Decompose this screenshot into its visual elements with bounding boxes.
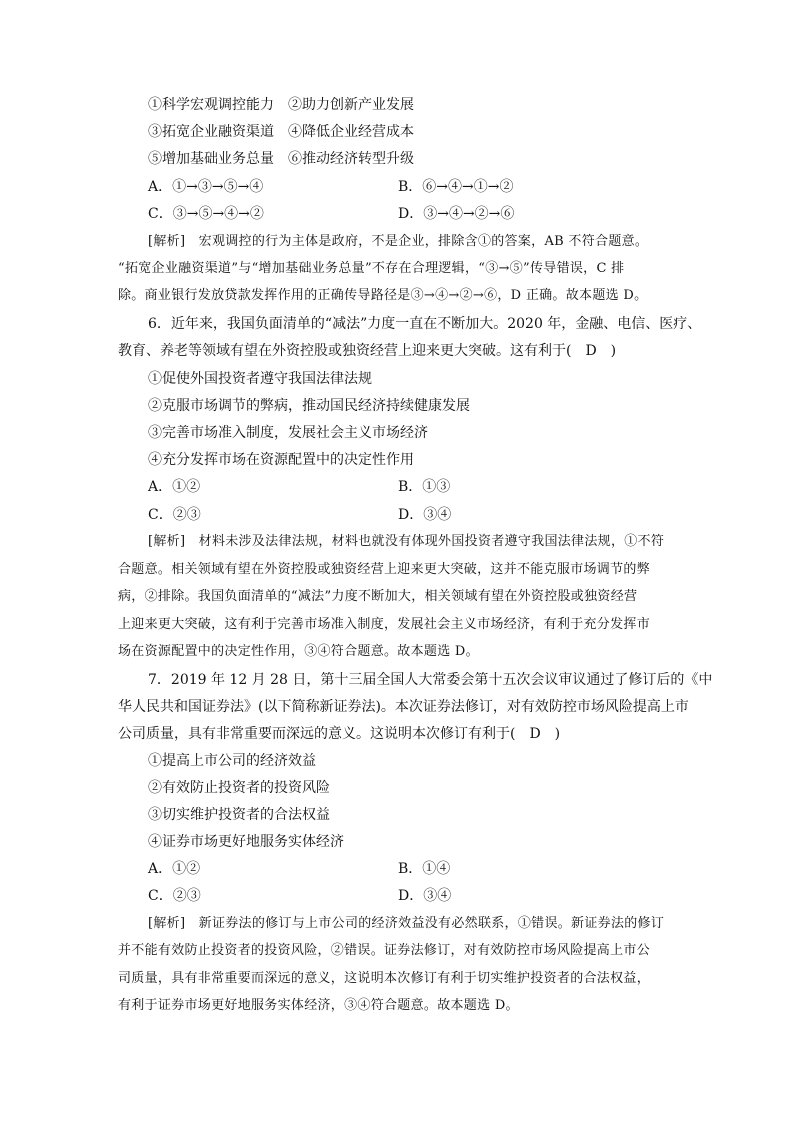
- q5-option-b: B．⑥→④→①→②: [398, 179, 514, 195]
- q7-item-3: ③切实维护投资者的合法权益: [148, 807, 330, 823]
- q6-option-c: C．②③: [148, 507, 201, 523]
- q5-item-3: ⑤增加基础业务总量 ⑥推动经济转型升级: [148, 151, 414, 167]
- q5-explanation-line-1: [解析] 宏观调控的行为主体是政府，不是企业，排除含①的答案，AB 不符合题意。: [148, 234, 649, 249]
- q7-explanation-line-2: 并不能有效防止投资者的投资风险，②错误。证券法修订，对有效防控市场风险提高上市公: [118, 943, 651, 958]
- q6-option-a: A．①②: [148, 479, 201, 495]
- q5-option-c: C．③→⑤→④→②: [148, 206, 264, 222]
- q7-stem-line-2: 华人民共和国证券法》(以下简称新证券法)。本次证券法修订，对有效防控市场风险提高上市: [118, 699, 689, 715]
- q6-explanation-line-2: 合题意。相关领域有望在外资控股或独资经营上迎来更大突破，这并不能克服市场调节的弊: [118, 562, 651, 577]
- q7-explanation-line-4: 有利于证券市场更好地服务实体经济，③④符合题意。故本题选 D。: [118, 998, 519, 1013]
- q6-item-4: ④充分发挥市场在资源配置中的决定性作用: [148, 452, 414, 468]
- q7-option-d: D．③④: [398, 888, 452, 904]
- q7-option-b: B．①④: [398, 861, 451, 877]
- q7-explanation-line-1: [解析] 新证券法的修订与上市公司的经济效益没有必然联系，①错误。新证券法的修订: [148, 916, 665, 931]
- q6-option-b: B．①③: [398, 479, 451, 495]
- q6-explanation-line-1: [解析] 材料未涉及法律法规，材料也就没有体现外国投资者遵守我国法律法规，①不符: [148, 534, 665, 549]
- q5-explanation-line-2: “拓宽企业融资渠道”与“增加基础业务总量”不存在合理逻辑，“③→⑤”传导错误，C 排: [118, 261, 625, 276]
- q7-option-a: A．①②: [148, 861, 201, 877]
- q7-explanation-line-3: 司质量，具有非常重要而深远的意义，这说明本次修订有利于切实维护投资者的合法权益，: [118, 971, 651, 986]
- q6-explanation-line-4: 上迎来更大突破，这有利于完善市场准入制度，发展社会主义市场经济，有利于充分发挥市: [118, 617, 651, 632]
- q6-explanation-line-5: 场在资源配置中的决定性作用，③④符合题意。故本题选 D。: [118, 644, 479, 659]
- q6-stem-line-2: 教育、养老等领域有望在外资控股或独资经营上迎来更大突破。这有利于( D ): [118, 343, 617, 359]
- q6-item-3: ③完善市场准入制度，发展社会主义市场经济: [148, 425, 428, 441]
- q6-explanation-line-3: 病，②排除。我国负面清单的“减法”力度不断加大，相关领域有望在外资控股或独资经营: [118, 589, 638, 604]
- q6-stem-line-1: 6．近年来，我国负面清单的“减法”力度一直在不断加大。2020 年，金融、电信、医疗、: [148, 316, 702, 332]
- q7-item-4: ④证券市场更好地服务实体经济: [148, 834, 344, 850]
- q7-item-1: ①提高上市公司的经济效益: [148, 753, 316, 769]
- q7-option-c: C．②③: [148, 888, 201, 904]
- q5-item-2: ③拓宽企业融资渠道 ④降低企业经营成本: [148, 124, 414, 140]
- q5-option-d: D．③→④→②→⑥: [398, 206, 515, 222]
- q6-item-2: ②克服市场调节的弊病，推动国民经济持续健康发展: [148, 398, 470, 414]
- q7-stem-line-3: 公司质量，具有非常重要而深远的意义。这说明本次修订有利于( D ): [118, 726, 561, 742]
- q6-item-1: ①促使外国投资者遵守我国法律法规: [148, 371, 372, 387]
- q7-item-2: ②有效防止投资者的投资风险: [148, 780, 330, 796]
- q7-stem-line-1: 7．2019 年 12 月 28 日，第十三届全国人大常委会第十五次会议审议通过了修订后的《中: [148, 672, 713, 688]
- q5-item-1: ①科学宏观调控能力 ②助力创新产业发展: [148, 97, 414, 113]
- q5-option-a: A．①→③→⑤→④: [148, 179, 264, 195]
- q5-explanation-line-3: 除。商业银行发放贷款发挥作用的正确传导路径是③→④→②→⑥，D 正确。故本题选 D。: [118, 288, 648, 303]
- q6-option-d: D．③④: [398, 507, 452, 523]
